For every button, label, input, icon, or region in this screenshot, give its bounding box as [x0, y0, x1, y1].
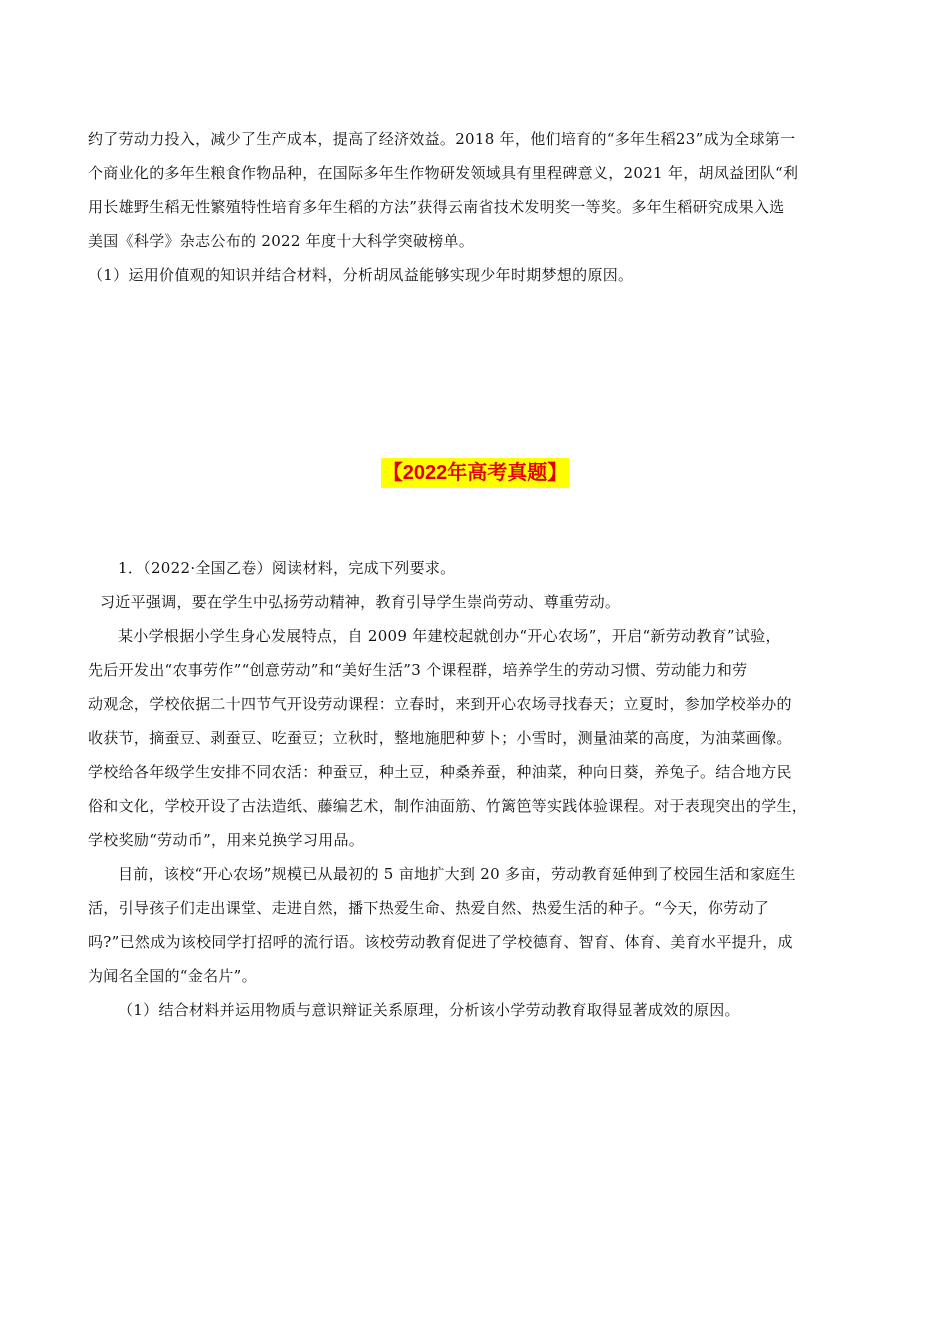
part2-passage	[88, 551, 868, 1027]
passage-line: 俗和文化，学校开设了古法造纸、藤编艺术，制作油面筋、竹篱笆等实践体验课程。对于表现突出的学生，	[88, 797, 808, 815]
passage-line: 用长雄野生稻无性繁殖特性培育多年生稻的方法”获得云南省技术发明奖一等奖。多年生稻研究成果入选	[88, 198, 785, 216]
passage-line: 某小学根据小学生身心发展特点，自 2009 年建校起就创办“开心农场”，开启“新劳动教育”试验，	[118, 627, 781, 645]
passage-line: 为闻名全国的“金名片”。	[88, 967, 257, 985]
part1-question: （1）运用价值观的知识并结合材料，分析胡凤益能够实现少年时期梦想的原因。	[88, 266, 634, 284]
passage-line: 收获节，摘蚕豆、剥蚕豆、吃蚕豆；立秋时，整地施肥种萝卜；小雪时，测量油菜的高度，为油菜画像。	[88, 729, 792, 747]
part1-passage	[88, 122, 868, 292]
passage-line: 先后开发出“农事劳作”“创意劳动”和“美好生活”3 个课程群，培养学生的劳动习惯、劳动能力和劳	[88, 661, 748, 679]
passage-line: 目前，该校“开心农场”规模已从最初的 5 亩地扩大到 20 多亩，劳动教育延伸到了校园生活和家庭生	[118, 865, 796, 883]
passage-line: 活，引导孩子们走出课堂、走进自然，播下热爱生命、热爱自然、热爱生活的种子。“今天，你劳动了	[88, 899, 770, 917]
question-heading: 1．（2022·全国乙卷）阅读材料，完成下列要求。	[118, 559, 456, 577]
passage-line: 个商业化的多年生粮食作物品种，在国际多年生作物研发领域具有里程碑意义，2021 年，胡凤益团队“利	[88, 164, 799, 182]
section-title-wrapper	[0, 458, 950, 488]
passage-line: 学校给各年级学生安排不同农活：种蚕豆，种土豆，种桑养蚕，种油菜，种向日葵，养兔子。结合地方民	[88, 763, 792, 781]
passage-line: 吗?”已然成为该校同学打招呼的流行语。该校劳动教育促进了学校德育、智育、体育、美育水平提升，成	[88, 933, 793, 951]
intro-line: 习近平强调，要在学生中弘扬劳动精神，教育引导学生崇尚劳动、尊重劳动。	[100, 593, 621, 611]
part2-question: （1）结合材料并运用物质与意识辩证关系原理，分析该小学劳动教育取得显著成效的原因。	[118, 1001, 740, 1019]
passage-line: 学校奖励“劳动币”，用来兑换学习用品。	[88, 831, 365, 849]
passage-line: 动观念，学校依据二十四节气开设劳动课程：立春时，来到开心农场寻找春天；立夏时，参加学校举办的	[88, 695, 792, 713]
section-title: 【2022年高考真题】	[381, 458, 570, 488]
passage-line: 美国《科学》杂志公布的 2022 年度十大科学突破榜单。	[88, 232, 475, 250]
passage-line: 约了劳动力投入，减少了生产成本，提高了经济效益。2018 年，他们培育的“多年生稻23”成为全球第一	[88, 130, 796, 148]
